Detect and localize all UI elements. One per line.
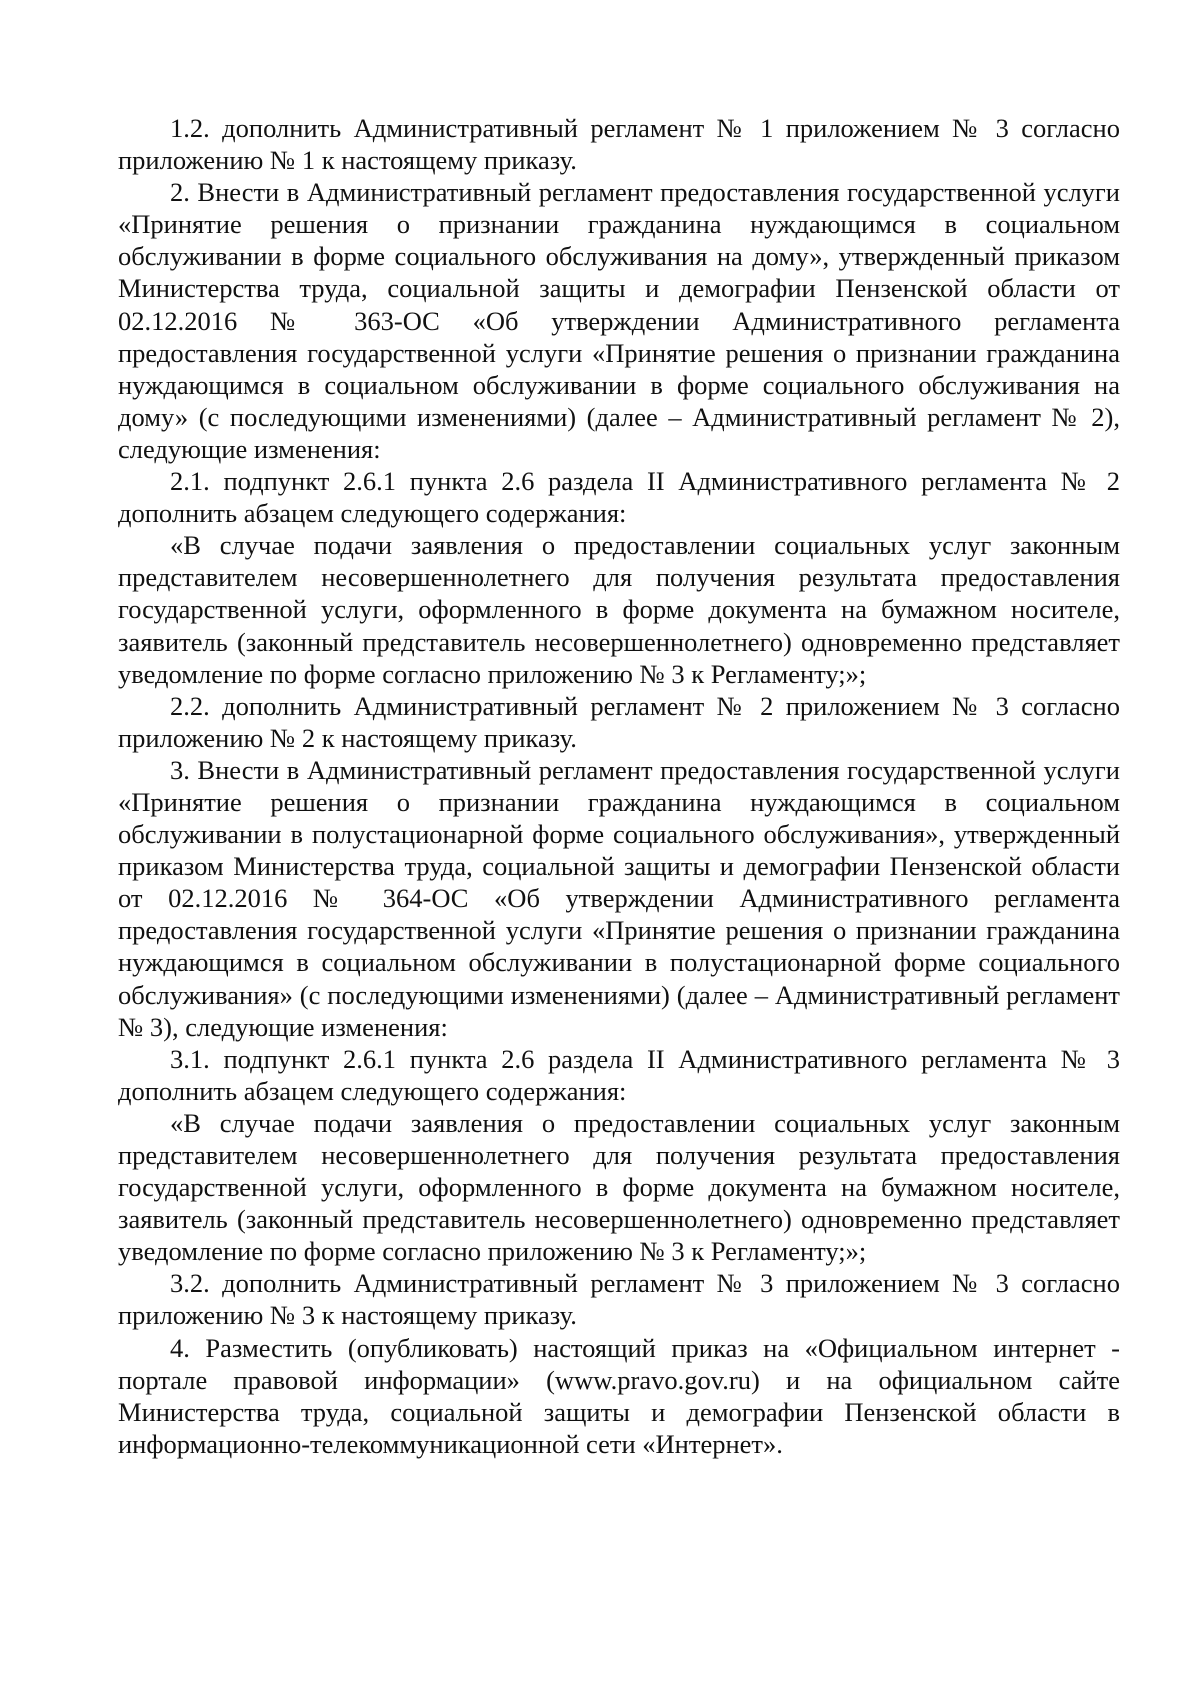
paragraph-2-1-quote: «В случае подачи заявления о предоставлении социальных услуг законным представителем несовершеннолетнего для получения результата предоставления государственной услуги, оформленного в форме документа на бумажном носителе, заявитель (законный представитель несовершеннолетнего) одновременно представляет уведомление по форме согласно приложению № 3 к Регламенту;»; bbox=[118, 530, 1120, 689]
paragraph-2: 2. Внести в Административный регламент предоставления государственной услуги «Принятие решения о признании гражданина нуждающимся в социальном обслуживании в форме социального обслуживания на дому», утвержденный приказом Министерства труда, социальной защиты и демографии Пензенской области от 02.12.2016 № 363-ОС «Об утверждении Административного регламента предоставления государственной услуги «Принятие решения о признании гражданина нуждающимся в социальном обслуживании в форме социального обслуживания на дому» (с последующими изменениями) (далее – Административный регламент № 2), следующие изменения: bbox=[118, 177, 1120, 464]
paragraph-3-1: 3.1. подпункт 2.6.1 пункта 2.6 раздела II Административного регламента № 3 дополнить абзацем следующего содержания: bbox=[118, 1043, 1120, 1106]
paragraph-2-1: 2.1. подпункт 2.6.1 пункта 2.6 раздела II Административного регламента № 2 дополнить абзацем следующего содержания: bbox=[118, 466, 1120, 529]
paragraph-1-2: 1.2. дополнить Административный регламент № 1 приложением № 3 согласно приложению № 1 к настоящему приказу. bbox=[118, 113, 1120, 176]
paragraph-2-2: 2.2. дополнить Административный регламент № 2 приложением № 3 согласно приложению № 2 к настоящему приказу. bbox=[118, 690, 1120, 753]
document-page bbox=[118, 112, 1120, 1460]
paragraph-3: 3. Внести в Административный регламент предоставления государственной услуги «Принятие решения о признании гражданина нуждающимся в социальном обслуживании в полустационарной форме социального обслуживания», утвержденный приказом Министерства труда, социальной защиты и демографии Пензенской области от 02.12.2016 № 364-ОС «Об утверждении Административного регламента предоставления государственной услуги «Принятие решения о признании гражданина нуждающимся в социальном обслуживании в полустационарной форме социального обслуживания» (с последующими изменениями) (далее – Административный регламент № 3), следующие изменения: bbox=[118, 754, 1120, 1042]
paragraph-3-1-quote: «В случае подачи заявления о предоставлении социальных услуг законным представителем несовершеннолетнего для получения результата предоставления государственной услуги, оформленного в форме документа на бумажном носителе, заявитель (законный представитель несовершеннолетнего) одновременно представляет уведомление по форме согласно приложению № 3 к Регламенту;»; bbox=[118, 1107, 1120, 1267]
paragraph-4: 4. Разместить (опубликовать) настоящий приказ на «Официальном интернет - портале правовой информации» (www.pravo.gov.ru) и на официальном сайте Министерства труда, социальной защиты и демографии Пензенской области в информационно-телекоммуникационной сети «Интернет». bbox=[118, 1332, 1120, 1459]
paragraph-3-2: 3.2. дополнить Административный регламент № 3 приложением № 3 согласно приложению № 3 к настоящему приказу. bbox=[118, 1268, 1120, 1331]
